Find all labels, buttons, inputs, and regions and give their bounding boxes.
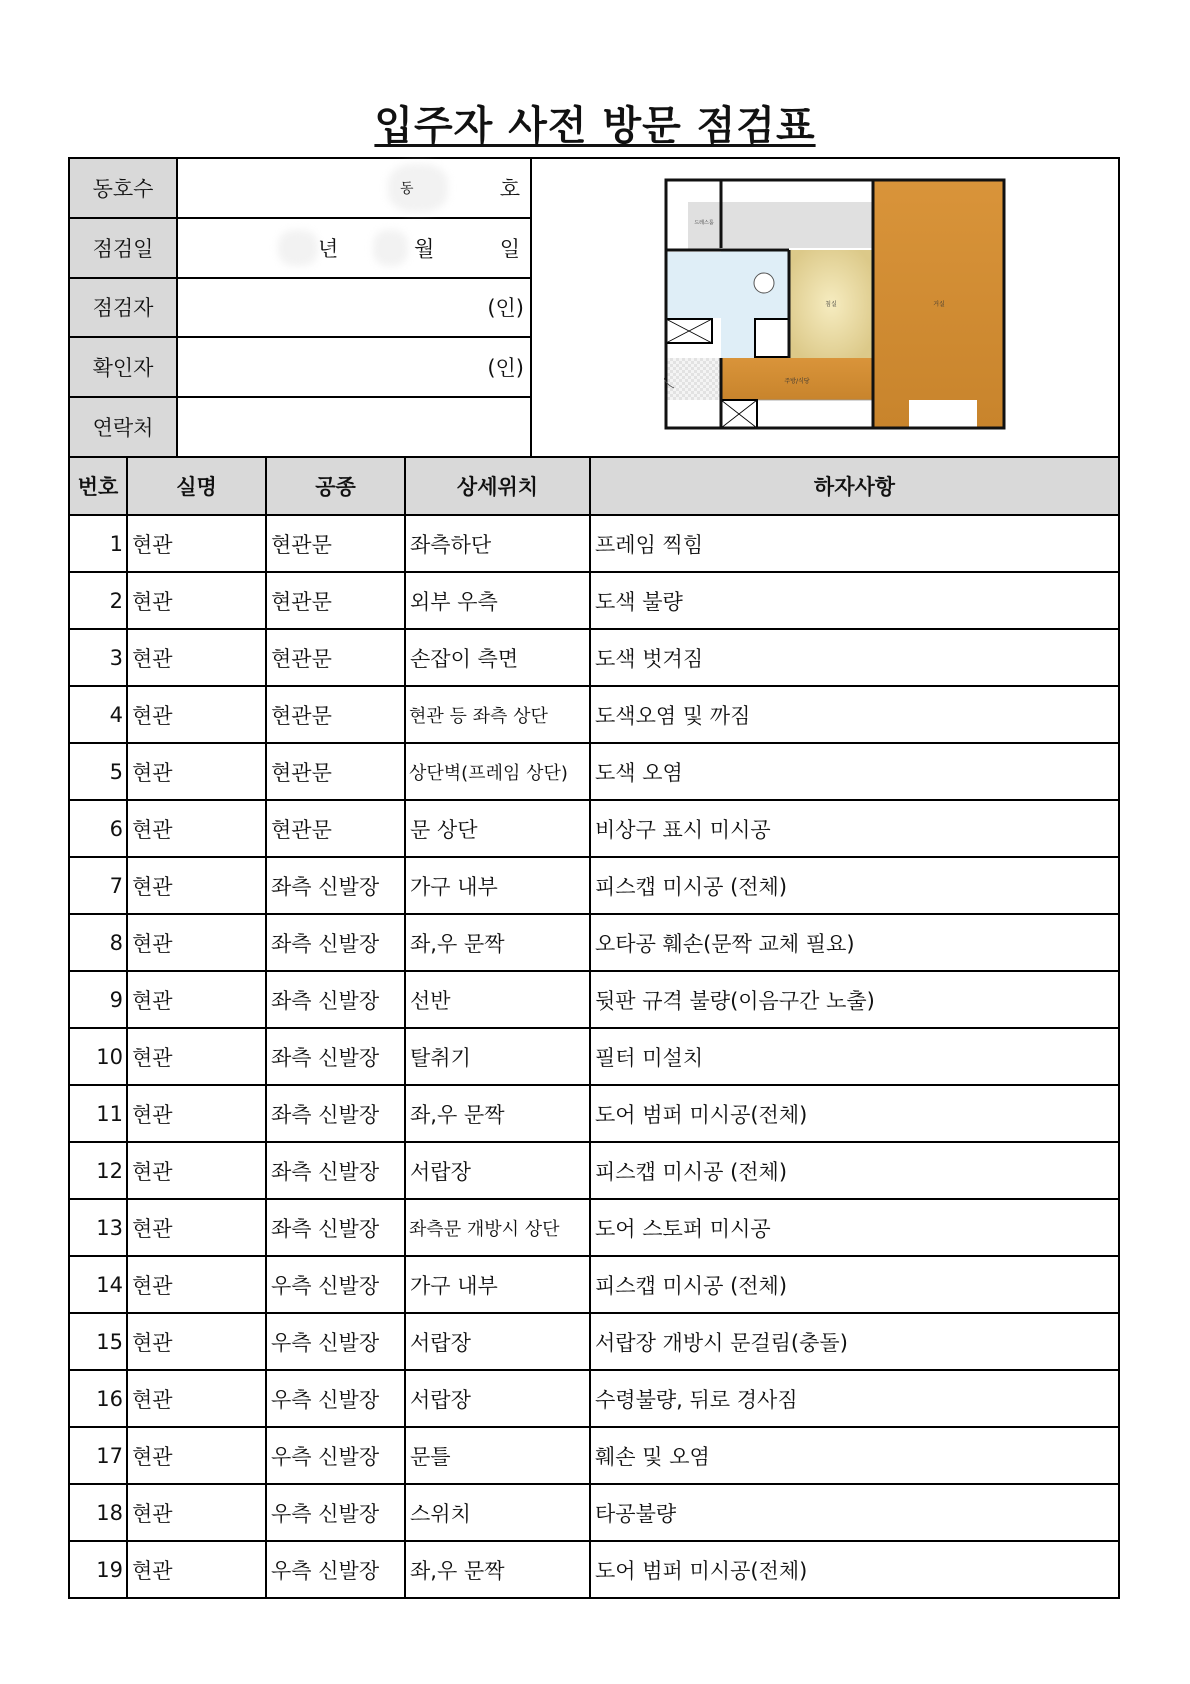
cell-defect: 프레임 찍힘 — [590, 515, 1118, 572]
cell-room: 현관 — [127, 1313, 266, 1370]
cell-defect: 피스캡 미시공 (전체) — [590, 857, 1118, 914]
info-row-date — [70, 219, 530, 279]
cell-no: 9 — [70, 971, 127, 1028]
table-row — [70, 857, 1118, 914]
cell-no: 13 — [70, 1199, 127, 1256]
info-row-confirmer — [70, 338, 530, 398]
room-label-bedroom: 침실 — [825, 301, 837, 308]
cell-location: 가구 내부 — [405, 1256, 590, 1313]
info-row-inspector — [70, 279, 530, 339]
cell-trade: 우측 신발장 — [266, 1541, 405, 1597]
header-no: 번호 — [70, 458, 127, 515]
cell-trade: 좌측 신발장 — [266, 1142, 405, 1199]
cell-no: 15 — [70, 1313, 127, 1370]
cell-room: 현관 — [127, 857, 266, 914]
table-row — [70, 1313, 1118, 1370]
cell-defect: 피스캡 미시공 (전체) — [590, 1142, 1118, 1199]
cell-location: 좌측문 개방시 상단 — [405, 1199, 590, 1256]
cell-location: 좌,우 문짝 — [405, 1541, 590, 1597]
info-fields — [70, 159, 532, 456]
cell-defect: 타공불량 — [590, 1484, 1118, 1541]
table-row — [70, 1484, 1118, 1541]
table-row — [70, 1142, 1118, 1199]
cell-room: 현관 — [127, 800, 266, 857]
cell-defect: 수령불량, 뒤로 경사짐 — [590, 1370, 1118, 1427]
year-label: 년 — [318, 236, 339, 261]
cell-trade: 좌측 신발장 — [266, 1199, 405, 1256]
table-row — [70, 914, 1118, 971]
ho-label: 호 — [499, 176, 520, 201]
table-row — [70, 1541, 1118, 1597]
info-section — [70, 159, 1118, 458]
cell-location: 상단벽(프레임 상단) — [405, 743, 590, 800]
cell-no: 12 — [70, 1142, 127, 1199]
cell-location: 가구 내부 — [405, 857, 590, 914]
seal-mark: (인) — [487, 296, 524, 321]
cell-defect: 오타공 훼손(문짝 교체 필요) — [590, 914, 1118, 971]
cell-defect: 도색 벗겨짐 — [590, 629, 1118, 686]
info-row-unit — [70, 159, 530, 219]
cell-location: 좌,우 문짝 — [405, 1085, 590, 1142]
cell-trade: 현관문 — [266, 686, 405, 743]
header-trade: 공종 — [266, 458, 405, 515]
cell-trade: 우측 신발장 — [266, 1427, 405, 1484]
cell-no: 19 — [70, 1541, 127, 1597]
cell-defect: 도색 불량 — [590, 572, 1118, 629]
day-label: 일 — [499, 236, 520, 261]
cell-room: 현관 — [127, 1541, 266, 1597]
cell-no: 10 — [70, 1028, 127, 1085]
cell-defect: 도어 범퍼 미시공(전체) — [590, 1085, 1118, 1142]
table-row — [70, 629, 1118, 686]
label-contact: 연락처 — [70, 398, 178, 456]
cell-no: 8 — [70, 914, 127, 971]
cell-trade: 현관문 — [266, 515, 405, 572]
confirmer-field[interactable] — [178, 338, 530, 396]
label-confirmer: 확인자 — [70, 338, 178, 396]
cell-trade: 현관문 — [266, 572, 405, 629]
cell-trade: 우측 신발장 — [266, 1313, 405, 1370]
cell-room: 현관 — [127, 629, 266, 686]
header-location: 상세위치 — [405, 458, 590, 515]
cell-location: 외부 우측 — [405, 572, 590, 629]
cell-room: 현관 — [127, 1427, 266, 1484]
cell-trade: 좌측 신발장 — [266, 1028, 405, 1085]
cell-defect: 도어 범퍼 미시공(전체) — [590, 1541, 1118, 1597]
cell-defect: 도색오염 및 까짐 — [590, 686, 1118, 743]
cell-trade: 우측 신발장 — [266, 1256, 405, 1313]
cell-room: 현관 — [127, 1199, 266, 1256]
table-row — [70, 1370, 1118, 1427]
table-row — [70, 1028, 1118, 1085]
cell-no: 11 — [70, 1085, 127, 1142]
unit-field[interactable] — [178, 159, 530, 217]
cell-no: 7 — [70, 857, 127, 914]
contact-field[interactable] — [178, 398, 530, 456]
floor-plan-image — [664, 178, 1016, 430]
cell-location: 현관 등 좌측 상단 — [405, 686, 590, 743]
label-inspector: 점검자 — [70, 279, 178, 337]
cell-defect: 피스캡 미시공 (전체) — [590, 1256, 1118, 1313]
cell-location: 스위치 — [405, 1484, 590, 1541]
table-row — [70, 1199, 1118, 1256]
table-row — [70, 572, 1118, 629]
cell-room: 현관 — [127, 686, 266, 743]
cell-location: 문 상단 — [405, 800, 590, 857]
page-title: 입주자 사전 방문 점검표 — [374, 103, 816, 149]
room-label-kitchen: 주방/식당 — [784, 378, 810, 385]
cell-no: 3 — [70, 629, 127, 686]
cell-room: 현관 — [127, 743, 266, 800]
cell-no: 4 — [70, 686, 127, 743]
defect-table — [70, 458, 1118, 1597]
cell-no: 1 — [70, 515, 127, 572]
label-date: 점검일 — [70, 219, 178, 277]
inspection-sheet — [68, 157, 1120, 1599]
cell-no: 2 — [70, 572, 127, 629]
cell-defect: 서랍장 개방시 문걸림(충돌) — [590, 1313, 1118, 1370]
cell-trade: 현관문 — [266, 629, 405, 686]
cell-room: 현관 — [127, 971, 266, 1028]
info-row-contact — [70, 398, 530, 456]
cell-no: 14 — [70, 1256, 127, 1313]
cell-room: 현관 — [127, 1256, 266, 1313]
cell-trade: 우측 신발장 — [266, 1370, 405, 1427]
table-row — [70, 1085, 1118, 1142]
cell-room: 현관 — [127, 1085, 266, 1142]
header-room: 실명 — [127, 458, 266, 515]
cell-location: 좌측하단 — [405, 515, 590, 572]
cell-location: 문틀 — [405, 1427, 590, 1484]
cell-trade: 좌측 신발장 — [266, 857, 405, 914]
cell-trade: 좌측 신발장 — [266, 971, 405, 1028]
cell-location: 서랍장 — [405, 1313, 590, 1370]
month-label: 월 — [414, 236, 435, 261]
cell-room: 현관 — [127, 1142, 266, 1199]
cell-trade: 현관문 — [266, 743, 405, 800]
cell-no: 17 — [70, 1427, 127, 1484]
cell-location: 서랍장 — [405, 1370, 590, 1427]
room-label-dressroom: 드레스룸 — [694, 220, 714, 226]
floor-plan-area — [532, 159, 1118, 456]
date-field[interactable] — [178, 219, 530, 277]
seal-mark: (인) — [487, 356, 524, 381]
cell-defect: 도어 스토퍼 미시공 — [590, 1199, 1118, 1256]
cell-trade: 우측 신발장 — [266, 1484, 405, 1541]
cell-no: 5 — [70, 743, 127, 800]
cell-no: 18 — [70, 1484, 127, 1541]
cell-trade: 현관문 — [266, 800, 405, 857]
cell-room: 현관 — [127, 515, 266, 572]
table-row — [70, 971, 1118, 1028]
dong-label: 동 — [400, 180, 414, 197]
cell-defect: 도색 오염 — [590, 743, 1118, 800]
cell-room: 현관 — [127, 572, 266, 629]
cell-defect: 비상구 표시 미시공 — [590, 800, 1118, 857]
table-row — [70, 1427, 1118, 1484]
cell-location: 탈취기 — [405, 1028, 590, 1085]
cell-room: 현관 — [127, 1484, 266, 1541]
cell-location: 선반 — [405, 971, 590, 1028]
header-defect: 하자사항 — [590, 458, 1118, 515]
cell-room: 현관 — [127, 914, 266, 971]
table-row — [70, 800, 1118, 857]
cell-location: 손잡이 측면 — [405, 629, 590, 686]
table-row — [70, 743, 1118, 800]
cell-defect: 필터 미설치 — [590, 1028, 1118, 1085]
cell-defect: 훼손 및 오염 — [590, 1427, 1118, 1484]
cell-no: 16 — [70, 1370, 127, 1427]
cell-room: 현관 — [127, 1028, 266, 1085]
cell-location: 좌,우 문짝 — [405, 914, 590, 971]
cell-location: 서랍장 — [405, 1142, 590, 1199]
label-unit: 동호수 — [70, 159, 178, 217]
cell-no: 6 — [70, 800, 127, 857]
cell-trade: 좌측 신발장 — [266, 914, 405, 971]
room-label-living: 거실 — [933, 301, 945, 308]
table-row — [70, 686, 1118, 743]
cell-room: 현관 — [127, 1370, 266, 1427]
table-row — [70, 1256, 1118, 1313]
cell-trade: 좌측 신발장 — [266, 1085, 405, 1142]
table-header-row — [70, 458, 1118, 515]
cell-defect: 뒷판 규격 불량(이음구간 노출) — [590, 971, 1118, 1028]
inspector-field[interactable] — [178, 279, 530, 337]
table-row — [70, 515, 1118, 572]
